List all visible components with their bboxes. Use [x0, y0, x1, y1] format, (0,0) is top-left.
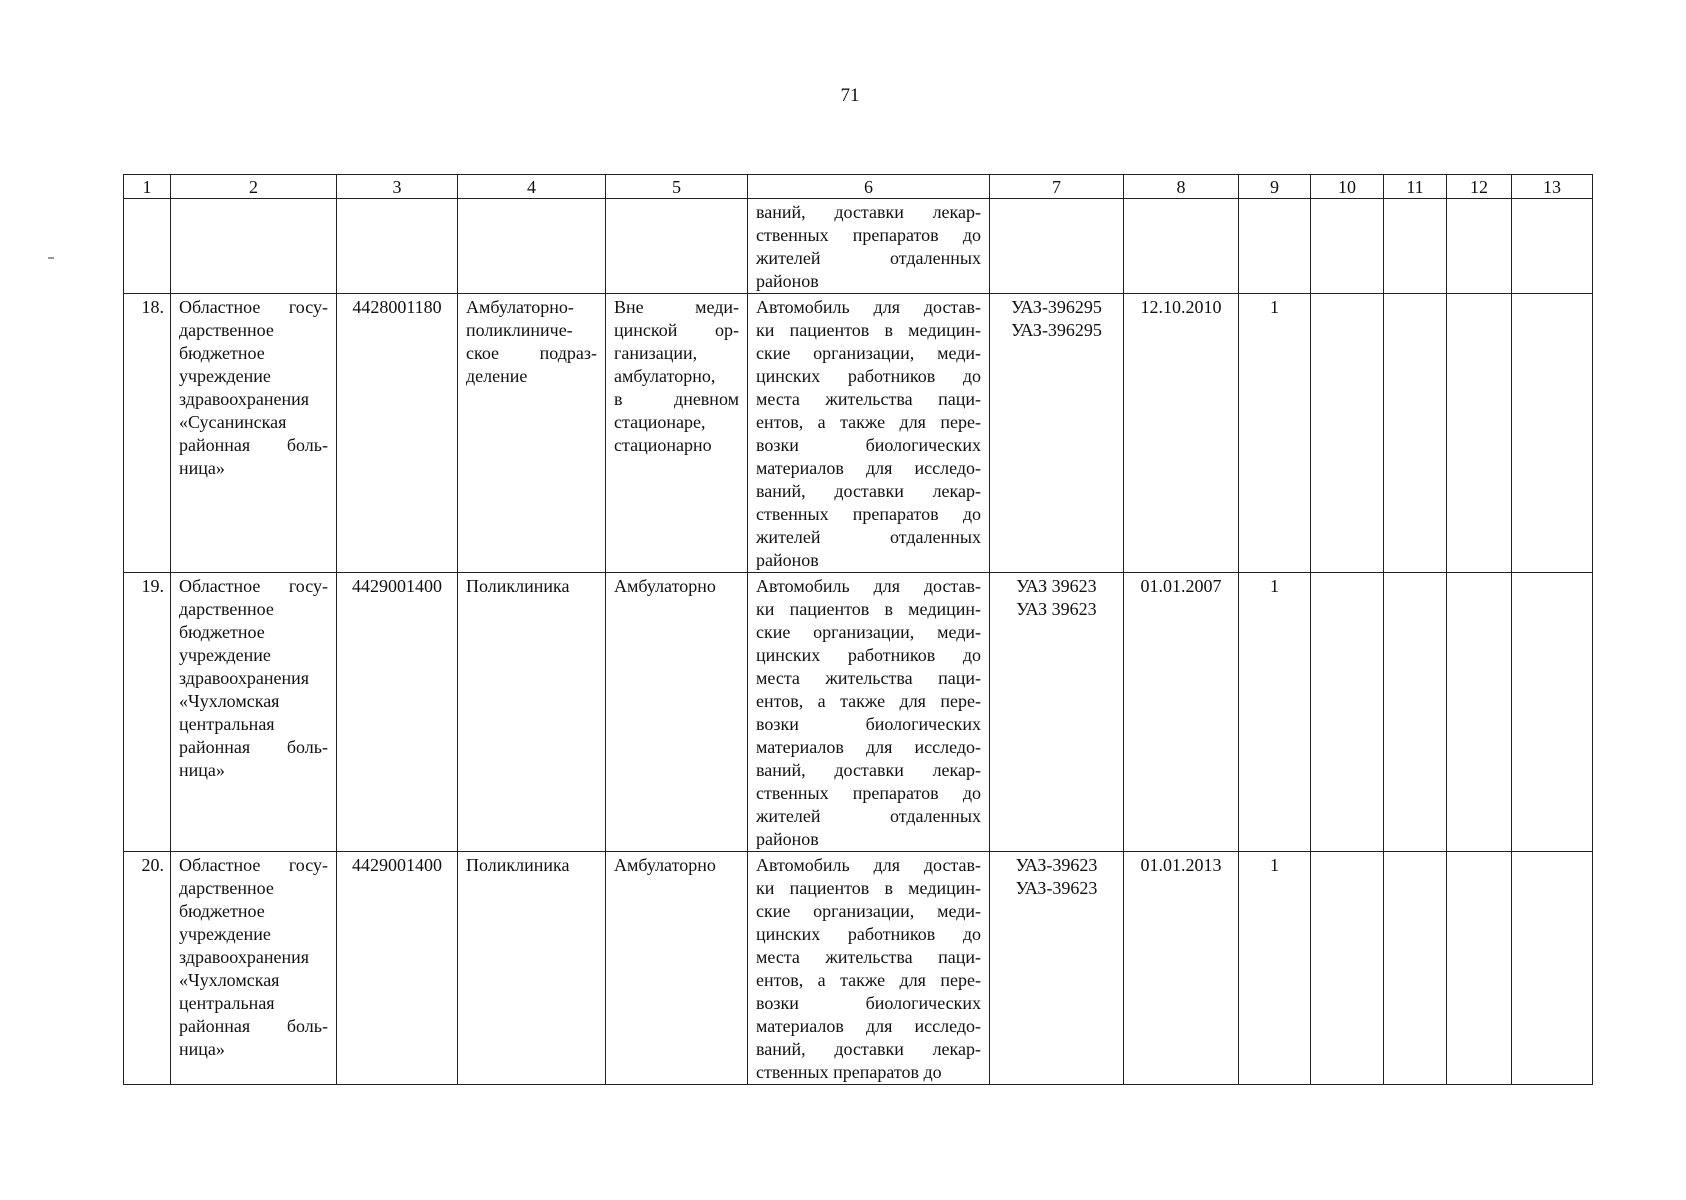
- table-cell: [458, 199, 606, 294]
- care-mode-cell: [606, 852, 748, 1085]
- table-cell: [1447, 573, 1512, 852]
- cell-line: места жительства паци-: [756, 389, 981, 409]
- vehicle-cell: [990, 852, 1124, 1085]
- cell-line: районов: [756, 271, 819, 291]
- cell-line: учреждение: [179, 924, 271, 944]
- header-row: [124, 175, 1593, 199]
- cell-line: ваний, доставки лекар-: [756, 1039, 981, 1059]
- column-header: 7: [990, 175, 1124, 199]
- column-header: 9: [1239, 175, 1311, 199]
- cell-line: ваний, доставки лекар-: [756, 760, 981, 780]
- cell-line: учреждение: [179, 366, 271, 386]
- cell-line: ганизации,: [614, 343, 698, 363]
- cell-line: Областное госу-: [179, 855, 328, 875]
- cell-line: «Чухломская: [179, 691, 280, 711]
- table-cell: [1384, 294, 1447, 573]
- cell-line: УАЗ-396295: [1011, 297, 1102, 317]
- row-number-cell: 18.: [124, 294, 171, 573]
- cell-line: ентов, а также для пере-: [756, 970, 981, 990]
- row-number-cell: 20.: [124, 852, 171, 1085]
- cell-line: ентов, а также для пере-: [756, 691, 981, 711]
- cell-line: ственных препаратов до: [756, 504, 981, 524]
- cell-line: возки биологических: [756, 993, 981, 1013]
- cell-line: цинских работников до: [756, 924, 981, 944]
- cell-line: возки биологических: [756, 435, 981, 455]
- cell-line: Амбулаторно: [614, 855, 716, 875]
- column-header: 13: [1512, 175, 1593, 199]
- table-cell: [337, 199, 458, 294]
- cell-line: ское подраз-: [466, 343, 597, 363]
- column-header: 12: [1447, 175, 1512, 199]
- cell-line: УАЗ-39623: [1015, 855, 1098, 875]
- cell-line: Автомобиль для достав-: [756, 855, 981, 875]
- column-header: 3: [337, 175, 458, 199]
- cell-line: ваний, доставки лекар-: [756, 202, 981, 222]
- unit-cell: [458, 294, 606, 573]
- organization-cell: [171, 294, 337, 573]
- unit-cell: [458, 852, 606, 1085]
- table-cell: [1311, 573, 1384, 852]
- table-cell: [1447, 199, 1512, 294]
- scan-speck: [48, 257, 54, 259]
- purpose-cell: [748, 852, 990, 1085]
- cell-line: бюджетное: [179, 901, 265, 921]
- column-header: 4: [458, 175, 606, 199]
- cell-line: ские организации, меди-: [756, 343, 981, 363]
- table-row: [124, 294, 1593, 573]
- column-header: 8: [1124, 175, 1239, 199]
- table-cell: [1311, 199, 1384, 294]
- column-header: 1: [124, 175, 171, 199]
- table-cell: [1447, 294, 1512, 573]
- continuation-row: [124, 199, 1593, 294]
- cell-line: дарственное: [179, 320, 274, 340]
- cell-line: в дневном: [614, 389, 739, 409]
- cell-line: места жительства паци-: [756, 668, 981, 688]
- care-mode-cell: [606, 294, 748, 573]
- cell-line: поликлиниче-: [466, 320, 573, 340]
- care-mode-cell: [606, 573, 748, 852]
- cell-line: материалов для исследо-: [756, 737, 981, 757]
- cell-line: центральная: [179, 714, 275, 734]
- cell-line: районов: [756, 550, 819, 570]
- cell-line: здравоохранения: [179, 947, 310, 967]
- cell-line: Автомобиль для достав-: [756, 576, 981, 596]
- cell-line: центральная: [179, 993, 275, 1013]
- page-number: 71: [840, 85, 860, 106]
- cell-line: стационаре,: [614, 412, 706, 432]
- cell-line: УАЗ-396295: [1011, 320, 1102, 340]
- cell-line: бюджетное: [179, 622, 265, 642]
- vehicle-cell: [990, 294, 1124, 573]
- purpose-cell: [748, 573, 990, 852]
- cell-line: Автомобиль для достав-: [756, 297, 981, 317]
- cell-line: Областное госу-: [179, 576, 328, 596]
- quantity-cell: 1: [1239, 573, 1311, 852]
- row-number-cell: 19.: [124, 573, 171, 852]
- cell-line: районная боль-: [179, 737, 328, 757]
- cell-line: дарственное: [179, 878, 274, 898]
- table-cell: [1124, 199, 1239, 294]
- unit-cell: [458, 573, 606, 852]
- cell-line: цинской ор-: [614, 320, 739, 340]
- cell-line: ница»: [179, 760, 225, 780]
- date-cell: 01.01.2007: [1124, 573, 1239, 852]
- cell-line: ки пациентов в медицин-: [756, 599, 981, 619]
- cell-line: УАЗ 39623: [1016, 599, 1097, 619]
- cell-line: УАЗ-39623: [1015, 878, 1098, 898]
- organization-cell: [171, 573, 337, 852]
- cell-line: Областное госу-: [179, 297, 328, 317]
- cell-line: здравоохранения: [179, 668, 310, 688]
- date-cell: 12.10.2010: [1124, 294, 1239, 573]
- cell-line: здравоохранения: [179, 389, 310, 409]
- table-cell: [1384, 199, 1447, 294]
- table-cell: [171, 199, 337, 294]
- cell-line: ница»: [179, 1039, 225, 1059]
- code-cell: 4429001400: [337, 852, 458, 1085]
- cell-line: материалов для исследо-: [756, 458, 981, 478]
- cell-line: ки пациентов в медицин-: [756, 878, 981, 898]
- cell-line: ственных препаратов до: [756, 783, 981, 803]
- cell-line: места жительства паци-: [756, 947, 981, 967]
- cell-line: материалов для исследо-: [756, 1016, 981, 1036]
- table-cell: [990, 199, 1124, 294]
- cell-line: районная боль-: [179, 1016, 328, 1036]
- table-cell: [1384, 852, 1447, 1085]
- cell-line: жителей отдаленных: [756, 527, 981, 547]
- cell-line: амбулаторно,: [614, 366, 716, 386]
- cell-line: ственных препаратов до: [756, 1062, 942, 1082]
- table-cell: [1447, 852, 1512, 1085]
- cell-line: ские организации, меди-: [756, 901, 981, 921]
- cell-line: стационарно: [614, 435, 712, 455]
- cell-line: Амбулаторно: [614, 576, 716, 596]
- vehicle-cell: [990, 573, 1124, 852]
- table-cell: [606, 199, 748, 294]
- quantity-cell: 1: [1239, 852, 1311, 1085]
- table-cell: [1512, 199, 1593, 294]
- cell-line: ентов, а также для пере-: [756, 412, 981, 432]
- organization-cell: [171, 852, 337, 1085]
- table-cell: [1311, 294, 1384, 573]
- cell-line: учреждение: [179, 645, 271, 665]
- cell-line: дарственное: [179, 599, 274, 619]
- cell-line: цинских работников до: [756, 366, 981, 386]
- date-cell: 01.01.2013: [1124, 852, 1239, 1085]
- column-header: 11: [1384, 175, 1447, 199]
- cell-line: ственных препаратов до: [756, 225, 981, 245]
- column-header: 5: [606, 175, 748, 199]
- code-cell: 4429001400: [337, 573, 458, 852]
- table-cell: [1239, 199, 1311, 294]
- cell-line: «Чухломская: [179, 970, 280, 990]
- code-cell: 4428001180: [337, 294, 458, 573]
- table-cell: [1512, 852, 1593, 1085]
- table-cell: [1512, 294, 1593, 573]
- cell-line: Вне меди-: [614, 297, 739, 317]
- cell-line: ница»: [179, 458, 225, 478]
- document-table: [123, 174, 1593, 1085]
- purpose-cell: [748, 294, 990, 573]
- cell-line: Амбулаторно-: [466, 297, 574, 317]
- cell-line: ваний, доставки лекар-: [756, 481, 981, 501]
- cell-line: жителей отдаленных: [756, 806, 981, 826]
- cell-line: ские организации, меди-: [756, 622, 981, 642]
- cell-line: жителей отдаленных: [756, 248, 981, 268]
- column-header: 2: [171, 175, 337, 199]
- table-cell: [1311, 852, 1384, 1085]
- table-cell: [124, 199, 171, 294]
- cell-line: бюджетное: [179, 343, 265, 363]
- cell-line: возки биологических: [756, 714, 981, 734]
- table-row: [124, 573, 1593, 852]
- quantity-cell: 1: [1239, 294, 1311, 573]
- cell-line: районов: [756, 829, 819, 849]
- cell-line: «Сусанинская: [179, 412, 287, 432]
- table-cell: [1384, 573, 1447, 852]
- cell-line: Поликлиника: [466, 576, 570, 596]
- column-header: 6: [748, 175, 990, 199]
- cell-line: УАЗ 39623: [1016, 576, 1097, 596]
- cell-line: Поликлиника: [466, 855, 570, 875]
- cell-line: ки пациентов в медицин-: [756, 320, 981, 340]
- cell-line: деление: [466, 366, 528, 386]
- table-cell: [1512, 573, 1593, 852]
- cell-line: районная боль-: [179, 435, 328, 455]
- table-row: [124, 852, 1593, 1085]
- purpose-cell: [748, 199, 990, 294]
- cell-line: цинских работников до: [756, 645, 981, 665]
- column-header: 10: [1311, 175, 1384, 199]
